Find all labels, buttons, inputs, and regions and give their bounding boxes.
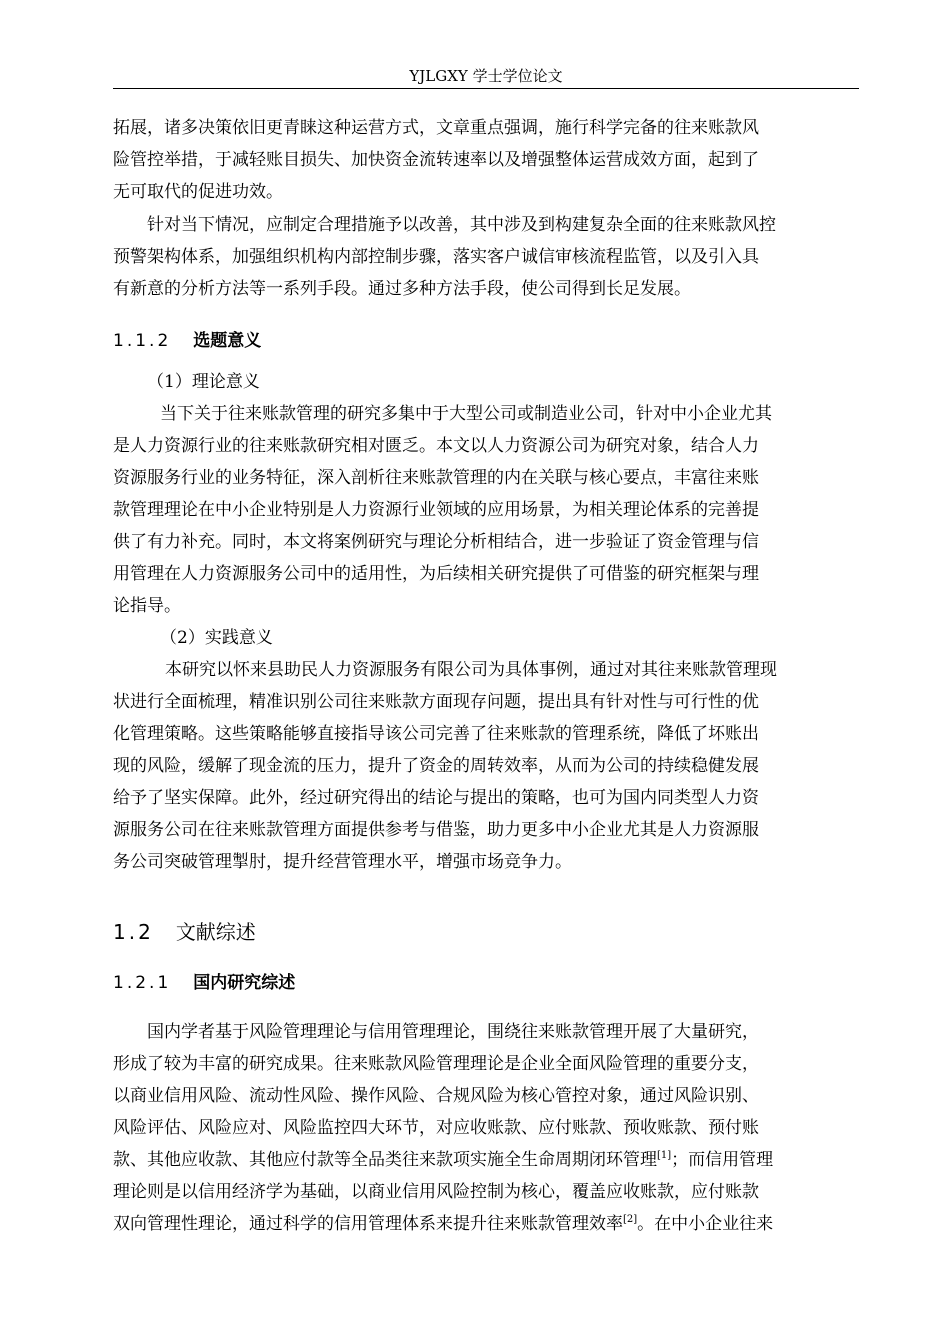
citation-ref[interactable]: [1] (657, 1150, 672, 1161)
paragraph-line: 化管理策略。这些策略能够直接指导该公司完善了往来账款的管理系统，降低了坏账出 (113, 724, 759, 744)
paragraph-line: 预警架构体系，加强组织机构内部控制步骤，落实客户诚信审核流程监管，以及引入具 (113, 247, 759, 267)
paragraph-line: 以商业信用风险、流动性风险、操作风险、合规风险为核心管控对象，通过风险识别、 (113, 1086, 759, 1106)
line-text: 款、其他应收款、其他应付款等全品类往来款项实施全生命周期闭环管理 (113, 1150, 657, 1170)
paragraph-line: 国内学者基于风险管理理论与信用管理理论，围绕往来账款管理开展了大量研究， (147, 1022, 759, 1042)
section-number: 1.2 (113, 920, 154, 944)
section-heading-1-1-2 (113, 326, 261, 356)
subsection-label-practice: （2）实践意义 (160, 628, 273, 648)
paragraph-line: 务公司突破管理掣肘，提升经营管理水平，增强市场竞争力。 (113, 852, 572, 872)
paragraph-line: 源服务公司在往来账款管理方面提供参考与借鉴，助力更多中小企业尤其是人力资源服 (113, 820, 759, 840)
section-heading-1-2-1 (113, 968, 295, 998)
section-number: 1.1.2 (113, 331, 172, 351)
citation-ref[interactable]: [2] (623, 1214, 638, 1225)
paragraph-line: 状进行全面梳理，精准识别公司往来账款方面现存问题，提出具有针对性与可行性的优 (113, 692, 759, 712)
line-text: ；而信用管理 (671, 1150, 774, 1170)
paragraph-line: 风险评估、风险应对、风险监控四大环节，对应收账款、应付账款、预收账款、预付账 (113, 1118, 759, 1138)
paragraph-line: 无可取代的促进功效。 (113, 182, 283, 202)
paragraph-line: 本研究以怀来县助民人力资源服务有限公司为具体事例，通过对其往来账款管理现 (165, 660, 777, 680)
paragraph-line: 拓展，诸多决策依旧更青睐这种运营方式，文章重点强调，施行科学完备的往来账款风 (113, 118, 759, 138)
paragraph-line: 是人力资源行业的往来账款研究相对匮乏。本文以人力资源公司为研究对象，结合人力 (113, 436, 759, 456)
paragraph-line: 款管理理论在中小企业特别是人力资源行业领域的应用场景，为相关理论体系的完善提 (113, 500, 759, 520)
line-text: 双向管理性理论，通过科学的信用管理体系来提升往来账款管理效率 (113, 1214, 623, 1234)
paragraph-line: 现的风险，缓解了现金流的压力，提升了资金的周转效率，从而为公司的持续稳健发展 (113, 756, 759, 776)
paragraph-line (113, 1145, 773, 1175)
paragraph-line: 针对当下情况，应制定合理措施予以改善，其中涉及到构建复杂全面的往来账款风控 (147, 215, 776, 235)
paragraph-line: 理论则是以信用经济学为基础，以商业信用风险控制为核心，覆盖应收账款，应付账款 (113, 1182, 759, 1202)
section-heading-1-2 (113, 916, 256, 948)
paragraph-line: 给予了坚实保障。此外，经过研究得出的结论与提出的策略，也可为国内同类型人力资 (113, 788, 759, 808)
section-title: 国内研究综述 (193, 973, 296, 993)
paragraph-line (113, 1209, 773, 1239)
paragraph-line: 资源服务行业的业务特征，深入剖析往来账款管理的内在关联与核心要点，丰富往来账 (113, 468, 759, 488)
paragraph-line: 用管理在人力资源服务公司中的适用性，为后续相关研究提供了可借鉴的研究框架与理 (113, 564, 759, 584)
section-number: 1.2.1 (113, 973, 172, 993)
paragraph-line: 当下关于往来账款管理的研究多集中于大型公司或制造业公司，针对中小企业尤其 (160, 404, 772, 424)
paragraph-line: 供了有力补充。同时，本文将案例研究与理论分析相结合，进一步验证了资金管理与信 (113, 532, 759, 552)
paragraph-line: 形成了较为丰富的研究成果。往来账款风险管理理论是企业全面风险管理的重要分支， (113, 1054, 759, 1074)
line-text: 。在中小企业往来 (637, 1214, 774, 1234)
running-header: YJLGXY 学士学位论文 (409, 67, 563, 85)
paragraph-line: 论指导。 (113, 596, 181, 616)
section-title: 选题意义 (193, 331, 262, 351)
header-rule (113, 88, 859, 89)
paragraph-line: 有新意的分析方法等一系列手段。通过多种方法手段，使公司得到长足发展。 (113, 279, 691, 299)
paragraph-line: 险管控举措，于减轻账目损失、加快资金流转速率以及增强整体运营成效方面，起到了 (113, 150, 759, 170)
section-title: 文献综述 (175, 920, 256, 944)
subsection-label-theory: （1）理论意义 (147, 372, 260, 392)
